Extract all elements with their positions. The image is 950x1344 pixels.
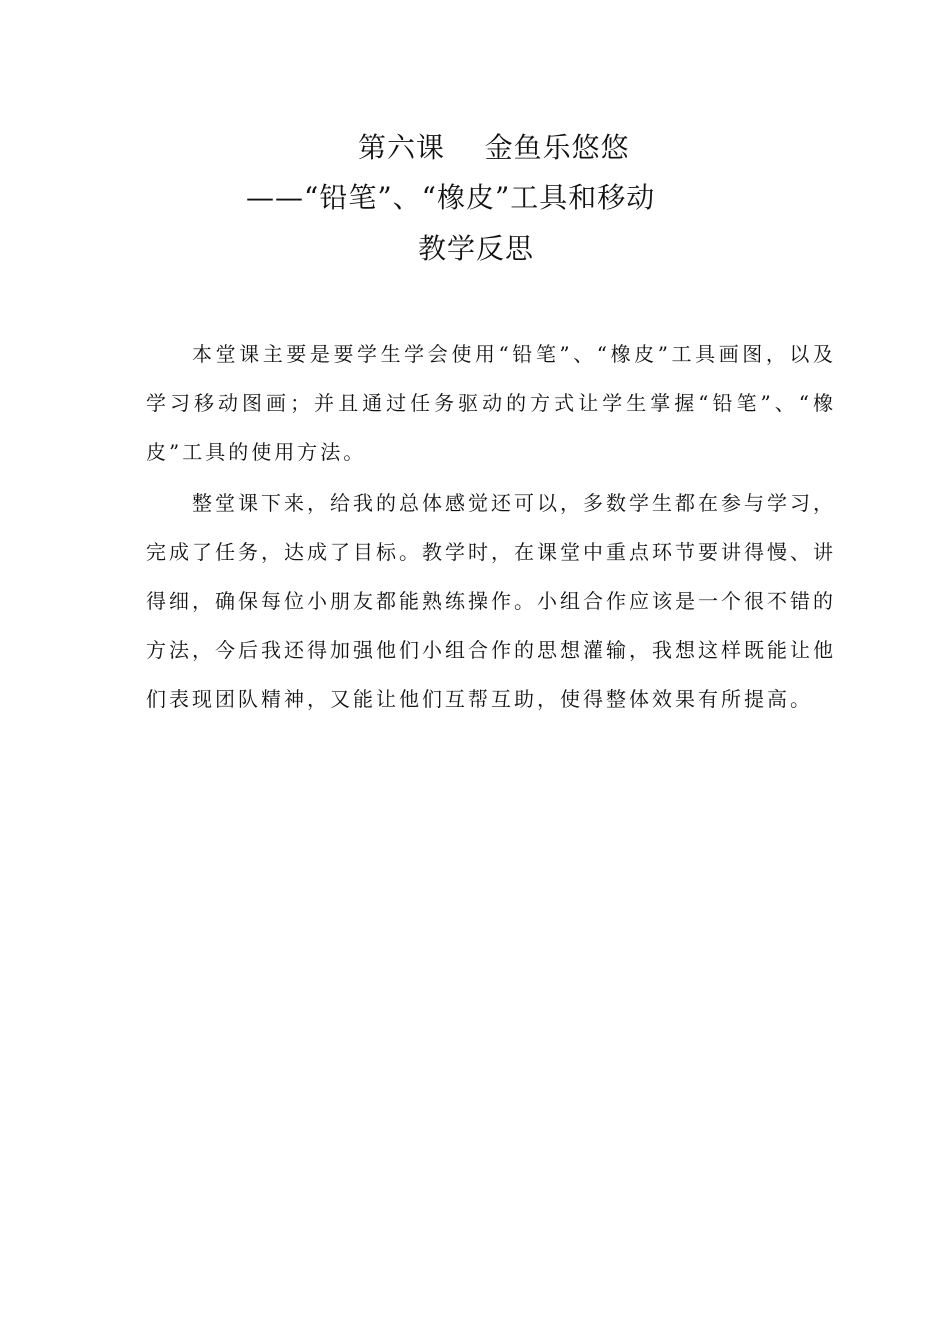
body-text (146, 330, 836, 724)
reflection-heading: 教学反思 (418, 232, 535, 265)
paragraph-2: 整堂课下来，给我的总体感觉还可以，多数学生都在参与学习，完成了任务，达成了目标。教学时，在课堂中重点环节要讲得慢、讲得细，确保每位小朋友都能熟练操作。小组合作应该是一个很不错的方法，今后我还得加强他们小组合作的思想灌输，我想这样既能让他们表现团队精神，又能让他们互帮互助，使得整体效果有所提高。 (146, 491, 836, 711)
lesson-subtitle: ——“铅笔”、“橡皮”工具和移动 (246, 181, 656, 214)
paragraph-1: 本堂课主要是要学生学会使用“铅笔”、“橡皮”工具画图，以及学习移动图画；并且通过任务驱动的方式让学生掌握“铅笔”、“橡皮”工具的使用方法。 (146, 342, 836, 464)
lesson-title: 第六课 金鱼乐悠悠 (358, 131, 630, 164)
